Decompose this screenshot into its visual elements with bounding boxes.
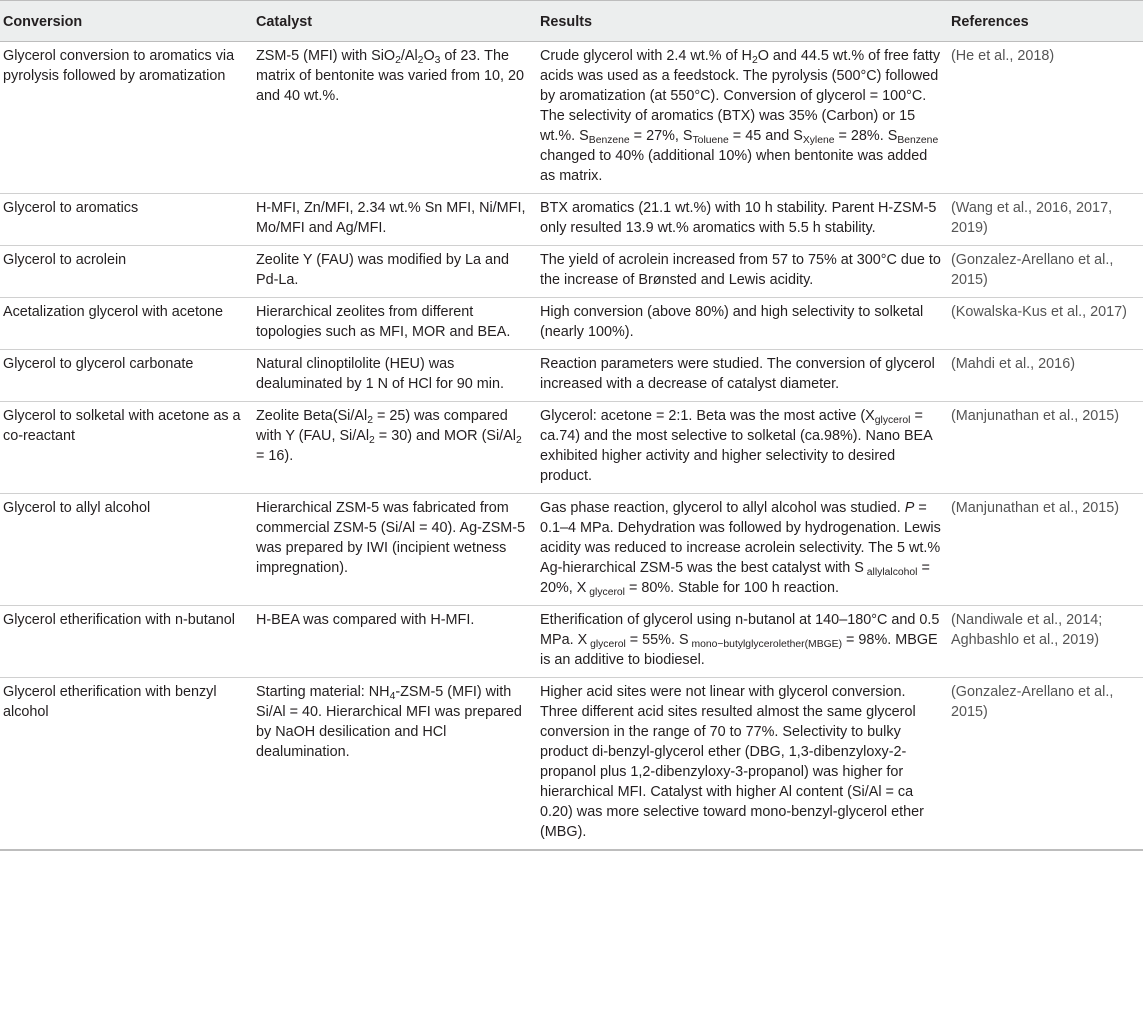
- text-segment: Zeolite Y (FAU) was modified by La and Pd-La.: [256, 252, 510, 288]
- text-segment: Zeolite Beta(Si/Al: [256, 408, 368, 424]
- reference-cell: (Kowalska-Kus et al., 2017): [951, 304, 1127, 320]
- subscript-text: 2: [751, 54, 758, 66]
- catalyst-cell: [253, 194, 537, 246]
- italic-text: P: [904, 500, 915, 516]
- text-segment: = 25) was compared with Y (FAU, Si/Al: [256, 408, 508, 444]
- table-row: [0, 194, 1143, 246]
- subscript-text: 2: [515, 434, 522, 446]
- text-segment: Reaction parameters were studied. The conversion of glycerol increased with a decrease of catalyst diameter.: [540, 356, 935, 392]
- text-segment: = 30) and MOR (Si/Al: [374, 428, 516, 444]
- subscript-text: allylalcohol: [863, 566, 918, 578]
- text-segment: ZSM-5 (MFI) with SiO: [256, 48, 396, 64]
- text-segment: = 55%. S: [625, 632, 689, 648]
- text-segment: = 28%. S: [834, 128, 898, 144]
- header-row: [0, 1, 1143, 42]
- results-cell: [537, 246, 948, 298]
- text-segment: Natural clinoptilolite (HEU) was dealuminated by 1 N of HCl for 90 min.: [256, 356, 504, 392]
- subscript-text: glycerol: [874, 414, 911, 426]
- text-segment: = 0.1–4 MPa. Dehydration was followed by hydrogenation. Lewis acidity was reduced to increase acrolein selectivity. The 5 wt.% Ag-hierarchical ZSM-5 was the best catalyst with S: [540, 500, 941, 576]
- results-cell: [537, 494, 948, 606]
- text-segment: O: [423, 48, 435, 64]
- subscript-text: Benzene: [897, 134, 939, 146]
- subscript-text: 3: [434, 54, 441, 66]
- text-segment: = 98%. MBGE is an additive to biodiesel.: [540, 632, 938, 668]
- subscript-text: 4: [389, 690, 396, 702]
- conversion-cell: Glycerol conversion to aromatics via pyrolysis followed by aromatization: [3, 48, 235, 84]
- results-cell: [537, 402, 948, 494]
- subscript-text: glycerol: [587, 638, 626, 650]
- conversion-cell: Glycerol etherification with n-butanol: [3, 612, 235, 628]
- catalyst-cell: [253, 494, 537, 606]
- text-segment: Hierarchical zeolites from different topologies such as MFI, MOR and BEA.: [256, 304, 511, 340]
- reference-cell: (Nandiwale et al., 2014; Aghbashlo et al., 2019): [951, 612, 1103, 648]
- subscript-text: 2: [367, 414, 373, 426]
- results-cell: [537, 42, 948, 194]
- text-segment: Glycerol: acetone = 2:1. Beta was the most active (X: [540, 408, 875, 424]
- reference-cell: (He et al., 2018): [951, 48, 1055, 64]
- table-header: [0, 1, 1143, 42]
- text-segment: H-BEA was compared with H-MFI.: [256, 612, 475, 628]
- subscript-text: 2: [417, 54, 424, 66]
- table-row: [0, 402, 1143, 494]
- subscript-text: Xylene: [802, 134, 835, 146]
- reference-cell: (Wang et al., 2016, 2017, 2019): [951, 200, 1113, 236]
- text-segment: Higher acid sites were not linear with glycerol conversion. Three different acid sites resulted almost the same glycerol conversion in the range of 70 to 77%. Selectivity to bulky product di-benzyl-glycerol ether (DBG, 1,3-dibenzyloxy-2-propanol plus 1,2-dibenzyloxy-3-propanol) was higher for hierarchical MFI. Catalyst with higher Al content (Si/Al = ca 0.20) was more selective toward mono-benzyl-glycerol ether (MBG).: [540, 684, 924, 840]
- conversion-cell: Glycerol to aromatics: [3, 200, 139, 216]
- table-row: [0, 678, 1143, 851]
- results-cell: [537, 678, 948, 851]
- table-row: [0, 246, 1143, 298]
- results-cell: [537, 194, 948, 246]
- conversion-cell: Acetalization glycerol with acetone: [3, 304, 223, 320]
- text-segment: BTX aromatics (21.1 wt.%) with 10 h stability. Parent H-ZSM-5 only resulted 13.9 wt.% aromatics with 5.5 h stability.: [540, 200, 937, 236]
- reference-cell: (Gonzalez-Arellano et al., 2015): [951, 252, 1114, 288]
- table-row: [0, 42, 1143, 194]
- results-cell: [537, 606, 948, 678]
- text-segment: = 45 and S: [728, 128, 803, 144]
- catalyst-cell: [253, 298, 537, 350]
- text-segment: = ca.74) and the most selective to solketal (ca.98%). Nano BEA exhibited higher activity and higher selectivity to desired product.: [540, 408, 932, 484]
- catalyst-cell: [253, 42, 537, 194]
- text-segment: Etherification of glycerol using n-butanol at 140–180°C and 0.5 MPa. X: [540, 612, 940, 648]
- table-body: [0, 42, 1143, 851]
- reference-cell: (Manjunathan et al., 2015): [951, 500, 1120, 516]
- text-segment: of 23. The matrix of bentonite was varied from 10, 20 and 40 wt.%.: [256, 48, 524, 104]
- results-cell: [537, 350, 948, 402]
- text-segment: = 27%, S: [629, 128, 693, 144]
- reference-cell: (Mahdi et al., 2016): [951, 356, 1075, 372]
- header-references: References: [951, 14, 1029, 30]
- header-catalyst: Catalyst: [256, 14, 312, 30]
- catalyst-cell: [253, 246, 537, 298]
- catalyst-cell: [253, 402, 537, 494]
- reference-cell: (Gonzalez-Arellano et al., 2015): [951, 684, 1114, 720]
- text-segment: = 80%. Stable for 100 h reaction.: [624, 580, 839, 596]
- results-cell: [537, 298, 948, 350]
- text-segment: High conversion (above 80%) and high selectivity to solketal (nearly 100%).: [540, 304, 924, 340]
- reference-cell: (Manjunathan et al., 2015): [951, 408, 1120, 424]
- text-segment: = 16).: [256, 448, 294, 464]
- subscript-text: glycerol: [586, 586, 625, 598]
- conversion-cell: Glycerol etherification with benzyl alcohol: [3, 684, 217, 720]
- subscript-text: Toluene: [692, 134, 729, 146]
- header-conversion: Conversion: [3, 14, 83, 30]
- text-segment: Starting material: NH: [256, 684, 390, 700]
- text-segment: Crude glycerol with 2.4 wt.% of H: [540, 48, 752, 64]
- text-segment: -ZSM-5 (MFI) with Si/Al = 40. Hierarchical MFI was prepared by NaOH desilication and HCl dealumination.: [256, 684, 522, 760]
- table-row: [0, 298, 1143, 350]
- subscript-text: 2: [369, 434, 375, 446]
- catalyst-cell: [253, 350, 537, 402]
- text-segment: Gas phase reaction, glycerol to allyl alcohol was studied.: [540, 500, 905, 516]
- text-segment: /Al: [400, 48, 418, 64]
- text-segment: = 20%, X: [540, 560, 930, 596]
- conversion-cell: Glycerol to glycerol carbonate: [3, 356, 194, 372]
- table-row: [0, 350, 1143, 402]
- text-segment: Hierarchical ZSM-5 was fabricated from commercial ZSM-5 (Si/Al = 40). Ag-ZSM-5 was prepared by IWI (incipient wetness impregnation).: [256, 500, 526, 576]
- subscript-text: Benzene: [588, 134, 630, 146]
- text-segment: O and 44.5 wt.% of free fatty acids was used as a feedstock. The pyrolysis (500°C) followed by aromatization (at 550°C). Conversion of glycerol = 100°C. The selectivity of aromatics (BTX) was 35% (Carbon) or 15 wt.%. S: [540, 48, 941, 144]
- conversion-cell: Glycerol to allyl alcohol: [3, 500, 151, 516]
- catalyst-cell: [253, 678, 537, 851]
- header-results: Results: [540, 14, 592, 30]
- table-row: [0, 606, 1143, 678]
- text-segment: The yield of acrolein increased from 57 to 75% at 300°C due to the increase of Brønsted and Lewis acidity.: [540, 252, 941, 288]
- catalyst-cell: [253, 606, 537, 678]
- subscript-text: 2: [395, 54, 401, 66]
- conversion-cell: Glycerol to solketal with acetone as a co-reactant: [3, 408, 241, 444]
- subscript-text: mono−butylglycerolether(MBGE): [688, 638, 843, 650]
- text-segment: changed to 40% (additional 10%) when bentonite was added as matrix.: [540, 148, 928, 184]
- text-segment: H-MFI, Zn/MFI, 2.34 wt.% Sn MFI, Ni/MFI, Mo/MFI and Ag/MFI.: [256, 200, 526, 236]
- conversion-cell: Glycerol to acrolein: [3, 252, 127, 268]
- table-row: [0, 494, 1143, 606]
